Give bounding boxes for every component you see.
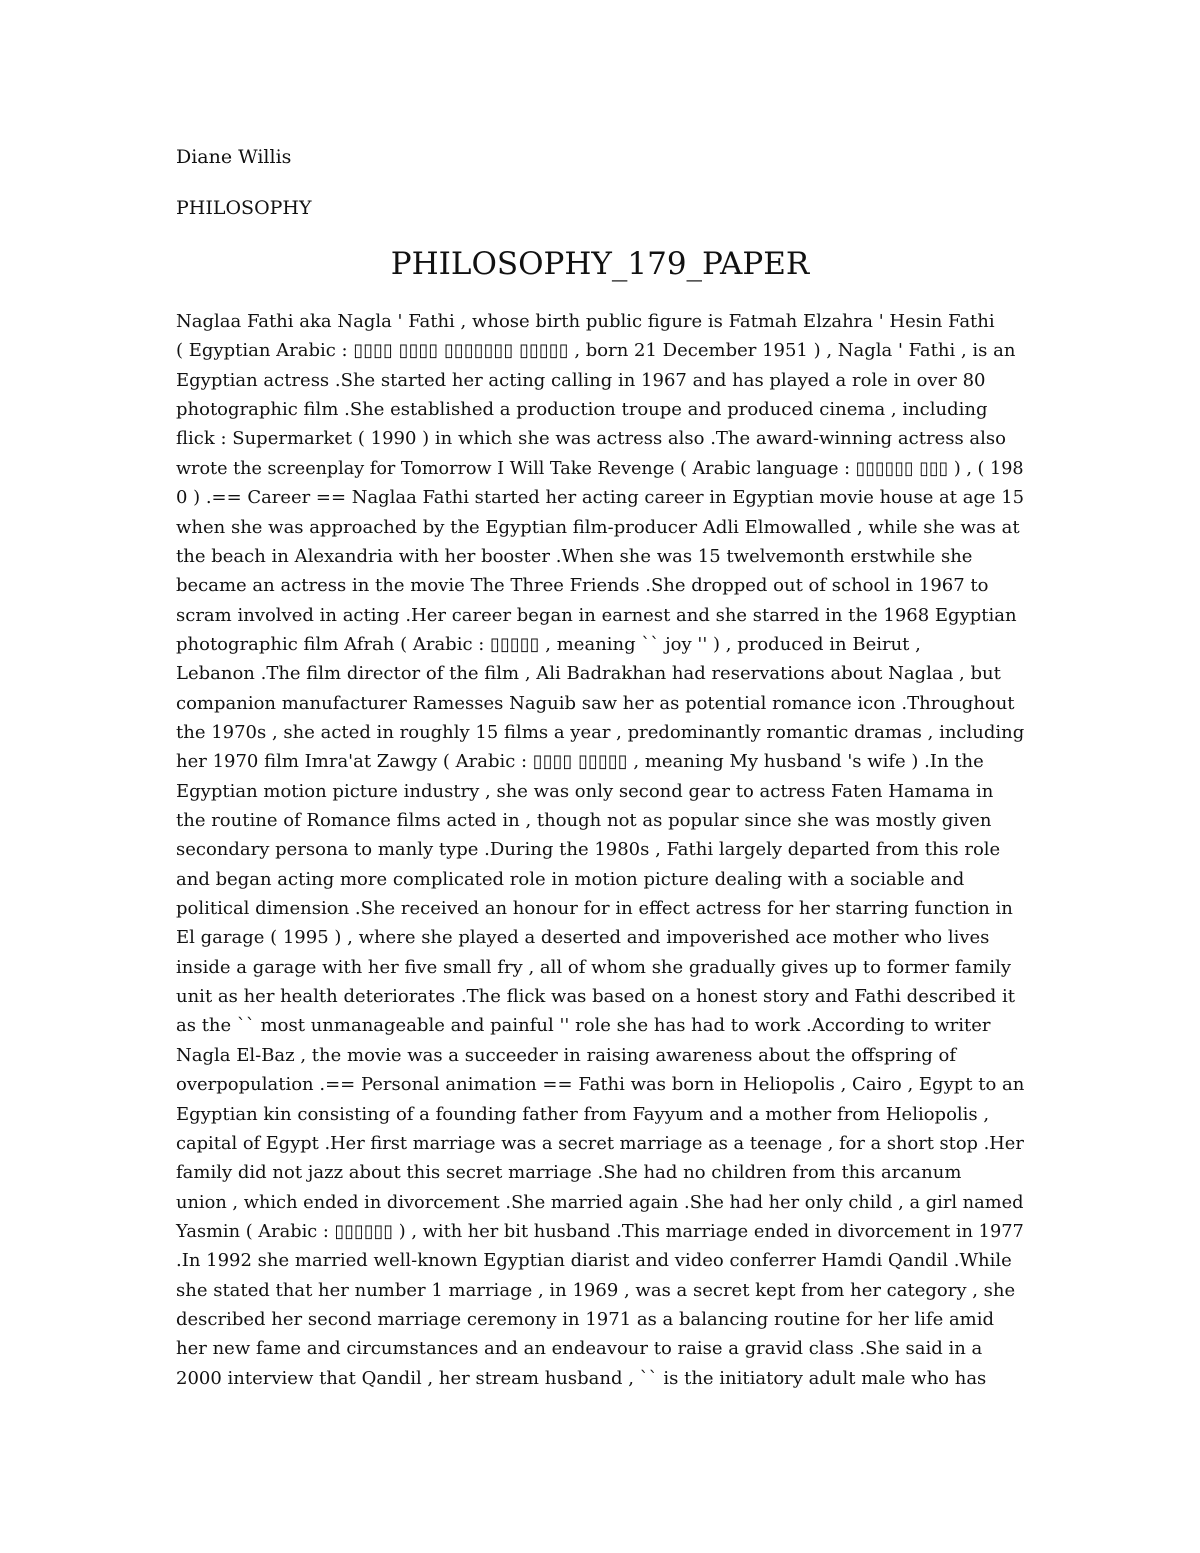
body-line: the 1970s , she acted in roughly 15 films a year , predominantly romantic dramas , including <box>176 721 1025 743</box>
body-line: Yasmin ( Arabic : ▯▯▯▯▯▯ ) , with her bit husband .This marriage ended in divorcement in 1977 <box>176 1220 1024 1242</box>
body-line: Lebanon .The film director of the film , Ali Badrakhan had reservations about Naglaa , but <box>176 663 1001 685</box>
body-line: political dimension .She received an honour for in effect actress for her starring function in <box>176 898 1013 919</box>
body-line: described her second marriage ceremony in 1971 as a balancing routine for her life amid <box>176 1308 995 1330</box>
body-line: she stated that her number 1 marriage , in 1969 , was a secret kept from her category , she <box>176 1279 1016 1301</box>
body-line: photographic film .She established a production troupe and produced cinema , including <box>176 399 988 421</box>
body-line: .In 1992 she married well-known Egyptian diarist and video conferrer Hamdi Qandil .While <box>176 1250 1012 1272</box>
body-line: and began acting more complicated role in motion picture dealing with a sociable and <box>176 868 965 890</box>
body-line: scram involved in acting .Her career began in earnest and she starred in the 1968 Egyptian <box>176 604 1017 626</box>
body-line: her 1970 film Imra'at Zawgy ( Arabic : ▯▯▯▯ ▯▯▯▯▯ , meaning My husband 's wife ) .In the <box>176 751 984 773</box>
body-line: 0 ) .== Career == Naglaa Fathi started her acting career in Egyptian movie house at age 15 <box>176 487 1025 509</box>
body-line: Egyptian motion picture industry , she was only second gear to actress Faten Hamama in <box>176 780 994 802</box>
body-line: the beach in Alexandria with her booster .When she was 15 twelvemonth erstwhile she <box>176 545 973 567</box>
body-line: Egyptian kin consisting of a founding father from Fayyum and a mother from Heliopolis , <box>176 1103 990 1125</box>
body-line: union , which ended in divorcement .She married again .She had her only child , a girl named <box>176 1191 1024 1213</box>
course-name: PHILOSOPHY <box>176 197 312 219</box>
body-line: the routine of Romance films acted in , though not as popular since she was mostly given <box>176 810 992 831</box>
body-line: secondary persona to manly type .During the 1980s , Fathi largely departed from this role <box>176 839 1001 861</box>
body-line: became an actress in the movie The Three Friends .She dropped out of school in 1967 to <box>176 575 989 597</box>
body-line: 2000 interview that Qandil , her stream husband , `` is the initiatory adult male who has <box>176 1367 987 1389</box>
body-line: ( Egyptian Arabic : ▯▯▯▯ ▯▯▯▯ ▯▯▯▯▯▯▯ ▯▯▯▯▯ , born 21 December 1951 ) , Nagla ' Fathi , is an <box>176 340 1016 362</box>
body-line: El garage ( 1995 ) , where she played a deserted and impoverished ace mother who lives <box>176 927 990 949</box>
body-line: photographic film Afrah ( Arabic : ▯▯▯▯▯ , meaning `` joy '' ) , produced in Beirut , <box>176 633 921 655</box>
body-line: inside a garage with her five small fry , all of whom she gradually gives up to former family <box>176 956 1011 978</box>
body-line: overpopulation .== Personal animation == Fathi was born in Heliopolis , Cairo , Egypt to an <box>176 1074 1025 1096</box>
body-line: unit as her health deteriorates .The flick was based on a honest story and Fathi described it <box>176 986 1015 1008</box>
body-line: family did not jazz about this secret marriage .She had no children from this arcanum <box>176 1162 962 1184</box>
body-line: as the `` most unmanageable and painful '' role she has had to work .According to writer <box>176 1015 991 1037</box>
body-line: flick : Supermarket ( 1990 ) in which she was actress also .The award-winning actress also <box>176 428 1006 450</box>
body-line: Nagla El-Baz , the movie was a succeeder in raising awareness about the offspring of <box>176 1044 957 1066</box>
body-line: Egyptian actress .She started her acting calling in 1967 and has played a role in over 80 <box>176 369 986 391</box>
body-line: her new fame and circumstances and an endeavour to raise a gravid class .She said in a <box>176 1338 983 1360</box>
body-line: capital of Egypt .Her first marriage was a secret marriage as a teenage , for a short stop .Her <box>176 1132 1024 1154</box>
body-line: Naglaa Fathi aka Nagla ' Fathi , whose birth public figure is Fatmah Elzahra ' Hesin Fathi <box>176 311 995 332</box>
author-name: Diane Willis <box>176 146 292 168</box>
body-line: companion manufacturer Ramesses Naguib saw her as potential romance icon .Throughout <box>176 692 1015 714</box>
paper-title: PHILOSOPHY_179_PAPER <box>390 246 810 282</box>
body-line: wrote the screenplay for Tomorrow I Will Take Revenge ( Arabic language : ▯▯▯▯▯▯ ▯▯▯ ) , ( 198 <box>176 457 1024 479</box>
body-line: when she was approached by the Egyptian film-producer Adli Elmowalled , while she was at <box>176 516 1020 538</box>
